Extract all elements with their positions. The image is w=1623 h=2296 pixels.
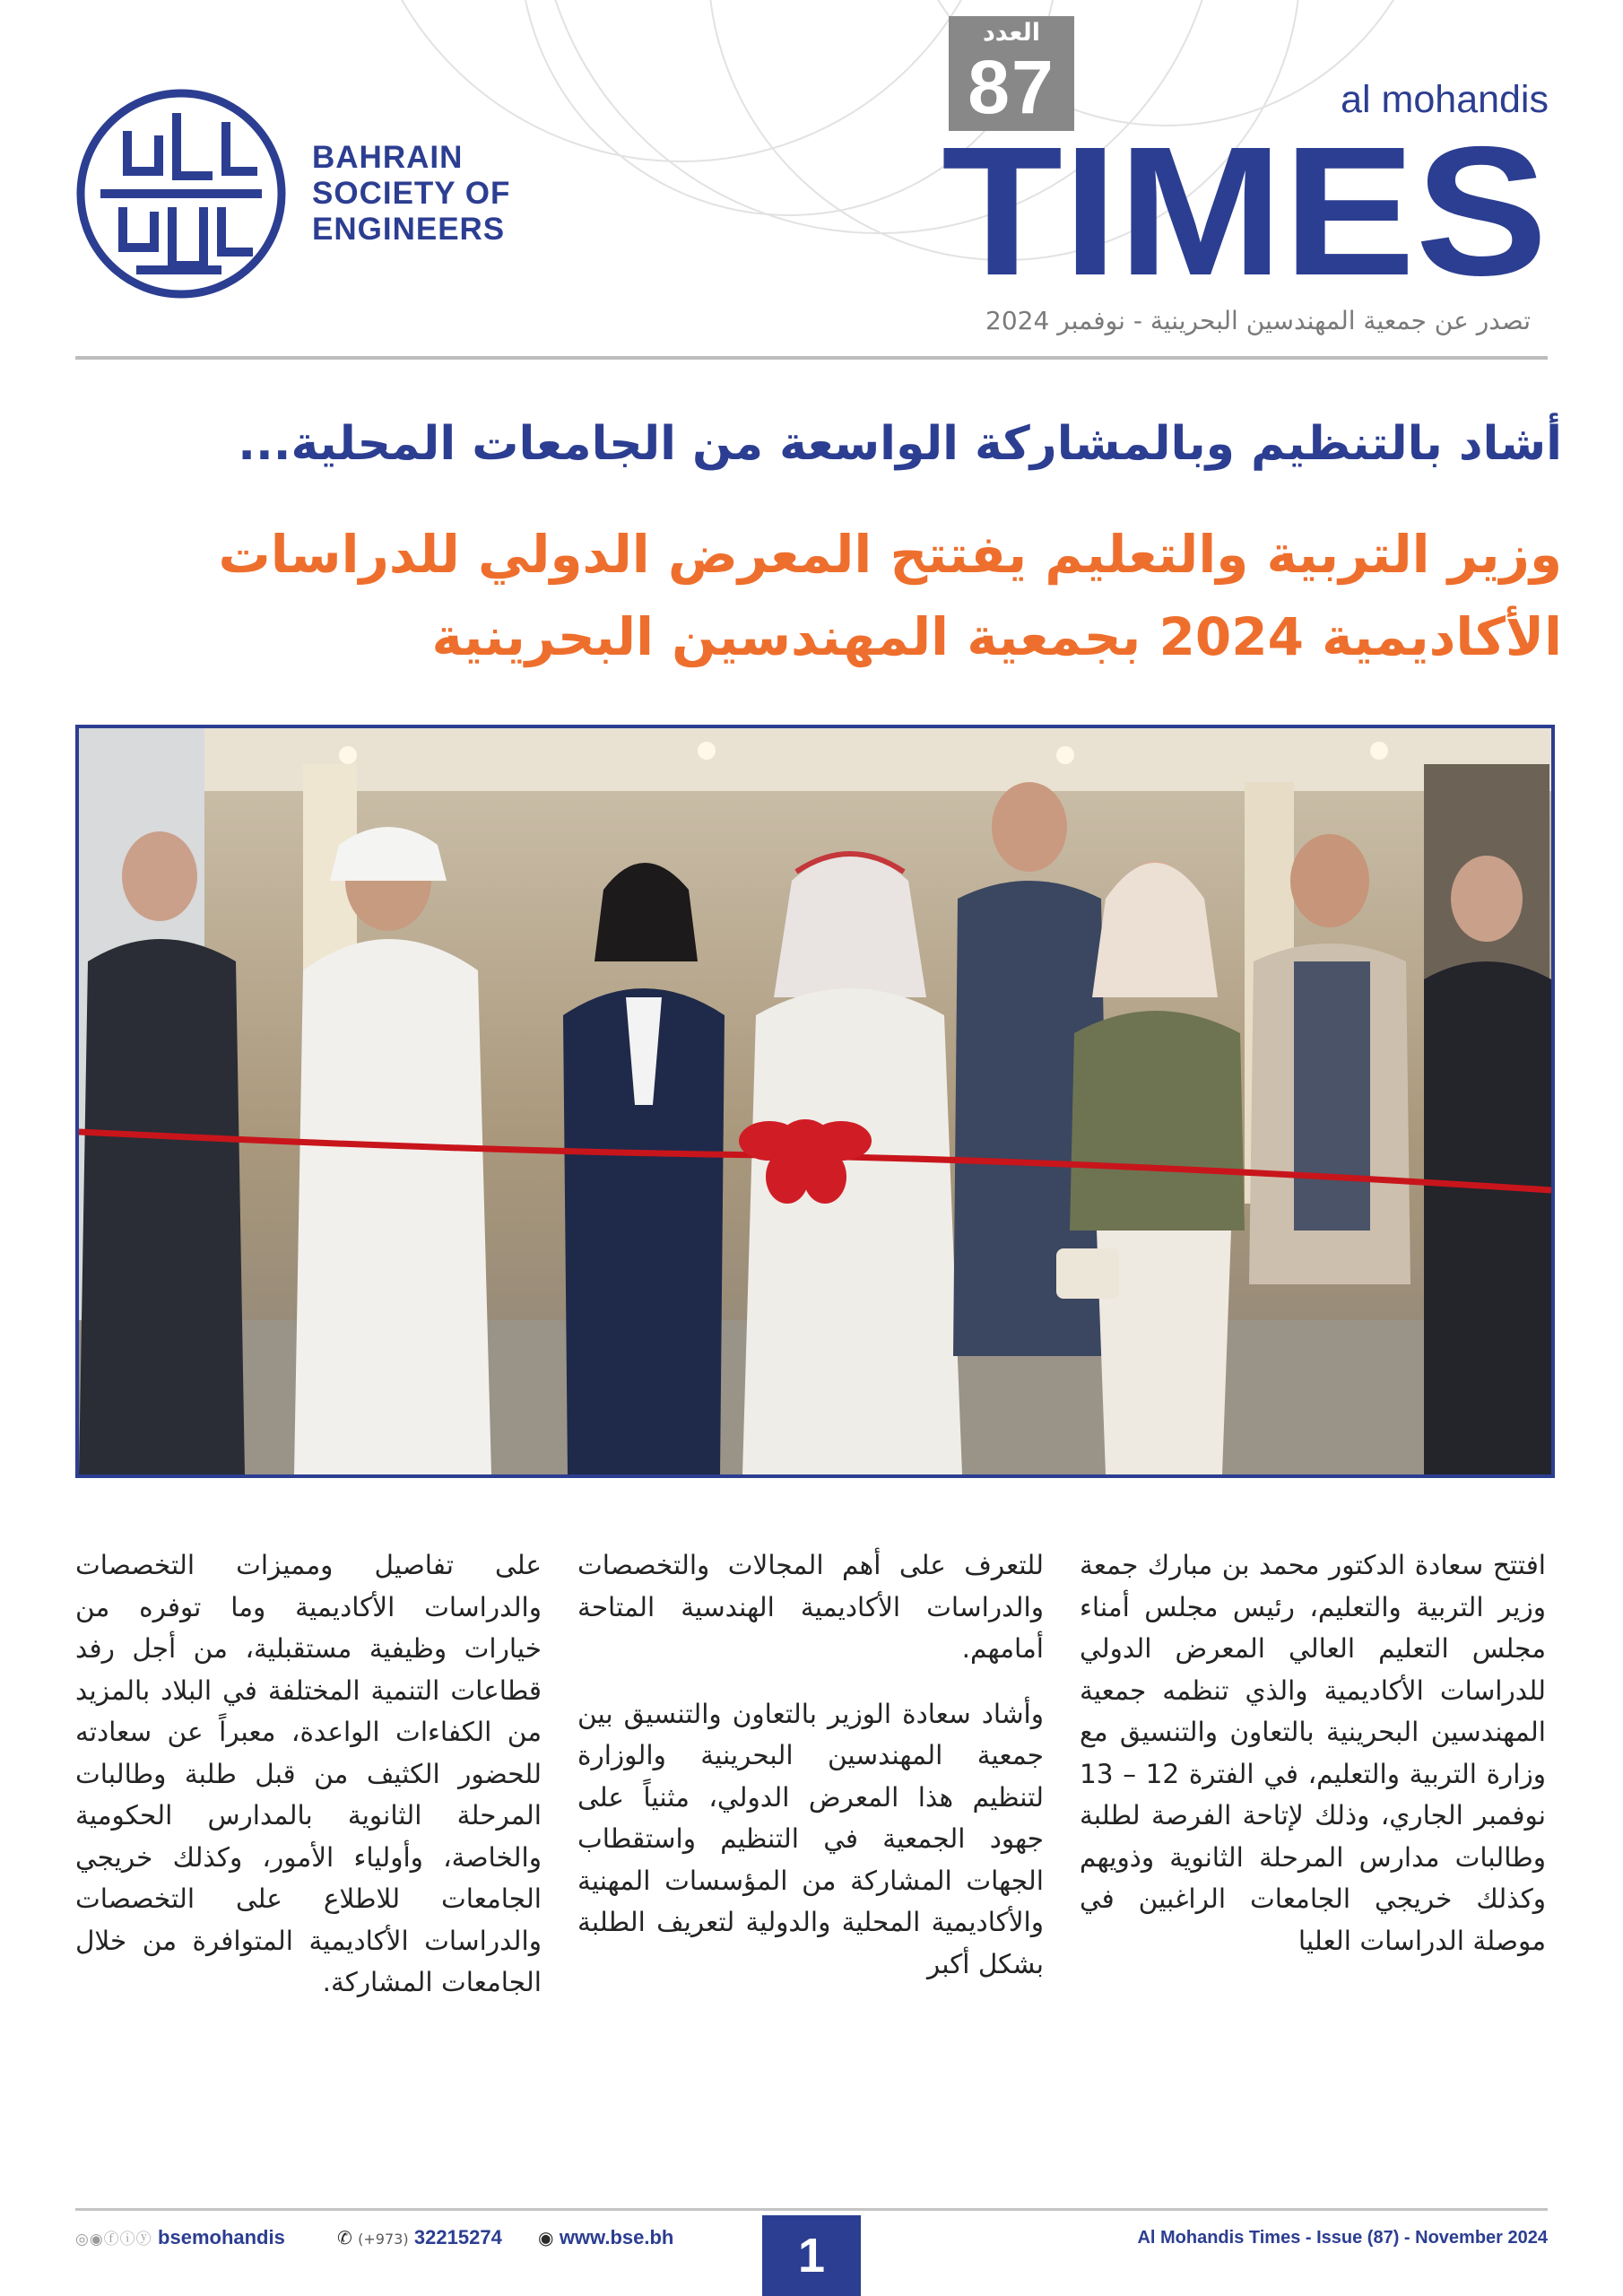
article-column-1 — [1080, 1544, 1546, 1985]
article-paragraph: وأشاد سعادة الوزير بالتعاون والتنسيق بين جمعية المهندسين البحرينية والوزارة لتنظيم هذا المعرض الدولي، مثنياً على جهود الجمعية في التنظيم واستقطاب الجهات المشاركة من المؤسسات المهنية والأكاديمية المحلية والدولية لتعريف الطلبة بشكل أكبر — [577, 1698, 1044, 1979]
article-paragraph: افتتح سعادة الدكتور محمد بن مبارك جمعة وزير التربية والتعليم، رئيس مجلس أمناء مجلس التعليم العالي المعرض الدولي للدراسات الأكاديمية والذي تنظمه جمعية المهندسين البحرينية بالتعاون والتنسيق مع وزارة التربية والتعليم، في الفترة 12 – 13 نوفمبر الجاري، وذلك لإتاحة الفرصة لطلبة وطالبات مدارس المرحلة الثانوية وذويهم وكذلك خريجي الجامعات الراغبين في موصلة الدراسات العليا — [1080, 1550, 1546, 1956]
article-column-3 — [75, 1544, 542, 2027]
bse-logo-mark — [74, 86, 289, 301]
article-paragraph: على تفاصيل ومميزات التخصصات والدراسات الأكاديمية وما توفره من خيارات وظيفية مستقبلية، من أجل رفد قطاعات التنمية المختلفة في البلاد بالمزيد من الكفاءات الواعدة، معبراً عن سعادته للحضور الكثيف من قبل طلبة وطالبات المرحلة الثانوية بالمدارس الحكومية والخاصة، وأولياء الأمور، وكذلك خريجي الجامعات للاطلاع على التخصصات والدراسات الأكاديمية المتوافرة من خلال الجامعات المشاركة. — [75, 1550, 542, 1997]
article-column-2 — [577, 1544, 1044, 2008]
article-kicker: أشاد بالتنظيم وبالمشاركة الواسعة من الجامعات المحلية... — [238, 417, 1562, 471]
publication-subline: تصدر عن جمعية المهندسين البحرينية - نوفمبر 2024 — [985, 306, 1531, 335]
footer-phone[interactable] — [337, 2222, 502, 2255]
issue-number: 87 — [968, 45, 1055, 129]
footer-social[interactable] — [75, 2222, 285, 2255]
page-number: 1 — [762, 2215, 861, 2296]
footer-divider — [75, 2208, 1548, 2211]
article-paragraph: للتعرف على أهم المجالات والتخصصات والدراسات الأكاديمية الهندسية المتاحة أمامهم. — [577, 1550, 1044, 1664]
social-handle[interactable]: bsemohandis — [158, 2226, 285, 2248]
header-divider — [75, 356, 1548, 360]
whatsapp-icon: ✆ — [337, 2227, 352, 2248]
brand-small: al mohandis — [1341, 78, 1549, 121]
social-icons: ◎◉ⓕⓘⓨ — [75, 2231, 152, 2248]
article-headline: وزير التربية والتعليم يفتتح المعرض الدولي للدراسات الأكاديمية 2024 بجمعية المهندسين البحرينية — [218, 524, 1562, 667]
website-link[interactable]: www.bse.bh — [559, 2226, 674, 2248]
brand-title-text: TIMES — [942, 124, 1548, 285]
org-name-line: BAHRAIN — [312, 140, 464, 175]
phone-prefix: (+973) — [358, 2231, 409, 2248]
article-photo — [75, 725, 1555, 1478]
issue-label: العدد — [982, 19, 1041, 47]
phone-number[interactable]: 32215274 — [413, 2226, 502, 2248]
issue-badge — [949, 16, 1074, 131]
org-name-line: SOCIETY OF — [312, 176, 511, 211]
footer-website[interactable] — [538, 2222, 673, 2253]
footer-issue-text: Al Mohandis Times - Issue (87) - November 2024 — [1137, 2228, 1548, 2248]
org-name — [312, 140, 510, 248]
globe-icon: ◉ — [538, 2227, 554, 2248]
brand-title — [942, 124, 1551, 285]
org-name-line: ENGINEERS — [312, 212, 506, 247]
